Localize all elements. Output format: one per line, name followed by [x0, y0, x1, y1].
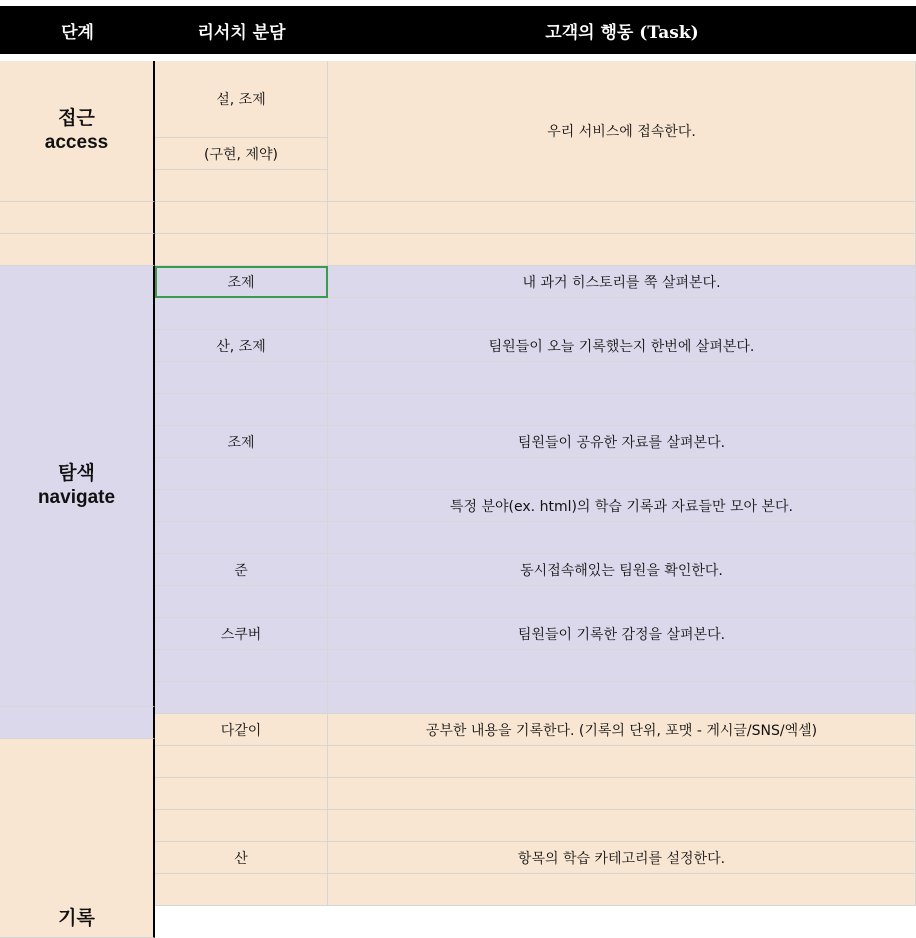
- task-cell[interactable]: 내 과거 히스토리를 쭉 살펴본다.: [328, 266, 916, 298]
- task-cell[interactable]: 우리 서비스에 접속한다.: [328, 61, 916, 202]
- research-cell[interactable]: [155, 234, 328, 266]
- research-cell[interactable]: [155, 394, 328, 426]
- research-cell[interactable]: [155, 170, 328, 202]
- task-cell[interactable]: 공부한 내용을 기록한다. (기록의 단위, 포맷 - 게시글/SNS/엑셀): [328, 714, 916, 746]
- stage-name: 기록: [58, 908, 95, 930]
- task-cell[interactable]: [328, 298, 916, 330]
- task-cell[interactable]: 특정 분야(ex. html)의 학습 기록과 자료들만 모아 본다.: [328, 490, 916, 522]
- stage-name: 접근: [58, 108, 95, 130]
- task-cell[interactable]: [328, 586, 916, 618]
- research-cell[interactable]: [155, 490, 328, 522]
- research-cell[interactable]: [155, 458, 328, 490]
- research-cell[interactable]: (구현, 제약): [155, 138, 328, 170]
- task-cell[interactable]: [328, 522, 916, 554]
- task-cell[interactable]: [328, 778, 916, 810]
- stage-access[interactable]: [0, 61, 155, 202]
- research-cell[interactable]: 다같이: [155, 714, 328, 746]
- task-cell[interactable]: [328, 810, 916, 842]
- research-cell[interactable]: 준: [155, 554, 328, 586]
- stage-sub: access: [44, 132, 109, 153]
- stage-name: 탐색: [58, 463, 95, 485]
- task-cell[interactable]: [328, 682, 916, 714]
- stage-empty-row[interactable]: [0, 234, 155, 266]
- research-cell[interactable]: [155, 586, 328, 618]
- task-cell[interactable]: 항목의 학습 카테고리를 설정한다.: [328, 842, 916, 874]
- task-cell[interactable]: [328, 746, 916, 778]
- task-cell[interactable]: [328, 362, 916, 394]
- research-cell[interactable]: [155, 298, 328, 330]
- research-cell[interactable]: [155, 682, 328, 714]
- research-cell[interactable]: [155, 202, 328, 234]
- research-cell[interactable]: 산: [155, 842, 328, 874]
- research-cell[interactable]: 설, 조제: [155, 61, 328, 138]
- research-cell[interactable]: [155, 522, 328, 554]
- research-cell[interactable]: 조제: [155, 266, 328, 298]
- task-cell[interactable]: 팀원들이 오늘 기록했는지 한번에 살펴본다.: [328, 330, 916, 362]
- task-cell[interactable]: 동시접속해있는 팀원을 확인한다.: [328, 554, 916, 586]
- research-cell[interactable]: [155, 874, 328, 906]
- header-stage[interactable]: 단계: [0, 6, 155, 54]
- research-cell[interactable]: [155, 650, 328, 682]
- task-cell[interactable]: 팀원들이 기록한 감정을 살펴본다.: [328, 618, 916, 650]
- research-cell[interactable]: [155, 362, 328, 394]
- stage-sub: navigate: [37, 487, 116, 508]
- research-cell[interactable]: [155, 778, 328, 810]
- research-cell[interactable]: 산, 조제: [155, 330, 328, 362]
- stage-navigate[interactable]: [0, 266, 155, 707]
- research-cell[interactable]: [155, 810, 328, 842]
- header-task[interactable]: 고객의 행동 (Task): [328, 6, 916, 54]
- task-cell[interactable]: [328, 458, 916, 490]
- stage-empty-row[interactable]: [0, 202, 155, 234]
- research-cell[interactable]: [155, 746, 328, 778]
- header-research[interactable]: 리서치 분담: [155, 6, 328, 54]
- stage-empty-row[interactable]: [0, 707, 155, 739]
- task-cell[interactable]: [328, 650, 916, 682]
- task-cell[interactable]: [328, 202, 916, 234]
- research-cell[interactable]: 조제: [155, 426, 328, 458]
- research-cell[interactable]: 스쿠버: [155, 618, 328, 650]
- task-cell[interactable]: [328, 874, 916, 906]
- stage-record[interactable]: [0, 739, 155, 938]
- task-cell[interactable]: [328, 394, 916, 426]
- task-cell[interactable]: [328, 234, 916, 266]
- task-cell[interactable]: 팀원들이 공유한 자료를 살펴본다.: [328, 426, 916, 458]
